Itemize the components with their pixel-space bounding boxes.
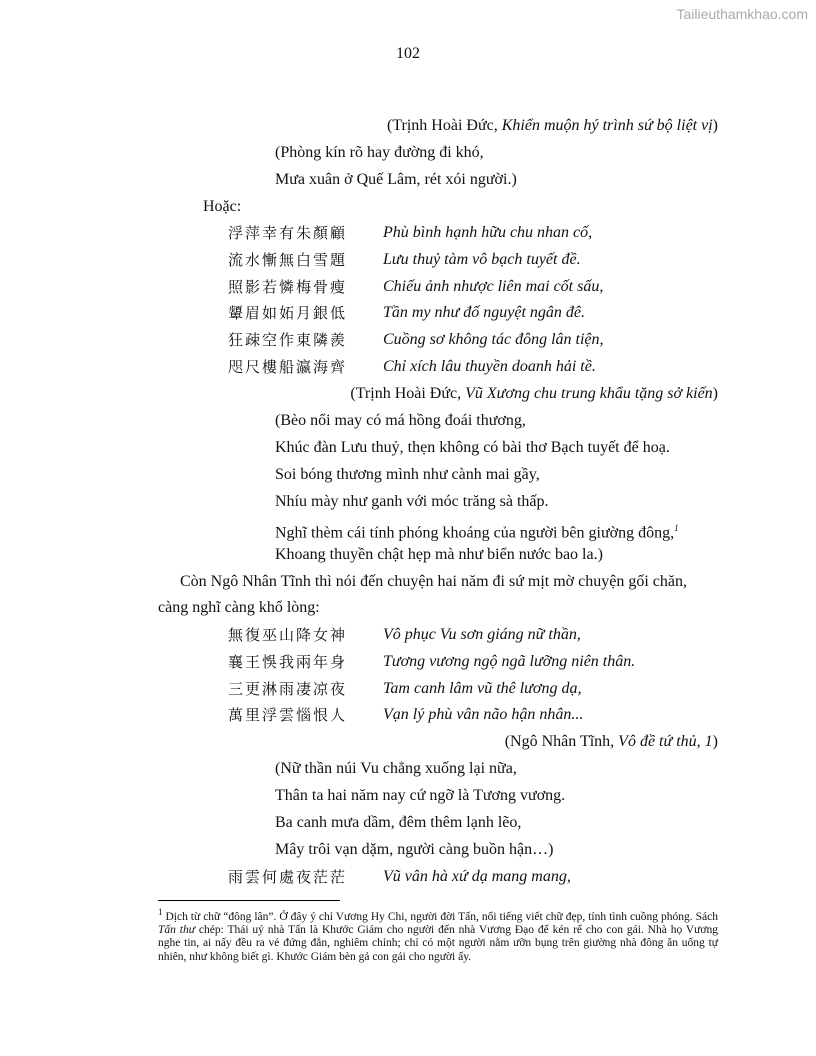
han-line: 狂疎空作東隣羨 xyxy=(228,331,348,350)
translation-line: (Phòng kín rõ hay đường đi khó, xyxy=(275,144,484,161)
han-line: 浮萍幸有朱顏顧 xyxy=(228,224,348,242)
attr-author: (Trịnh Hoài Đức, xyxy=(350,385,466,402)
watermark: Tailieuthamkhao.com xyxy=(676,6,808,22)
han-line: 三更淋雨凄凉夜 xyxy=(228,679,348,698)
translation-line: Khoang thuyền chật hẹp mà như biển nước bao la.) xyxy=(275,546,603,563)
han-line: 無復巫山降女神 xyxy=(228,626,348,644)
attribution-2 xyxy=(350,384,718,404)
translation-line: Mưa xuân ở Quế Lâm, rét xói người.) xyxy=(275,171,517,188)
page-number: 102 xyxy=(396,45,420,62)
translation-text: Nghĩ thèm cái tính phóng khoáng của người bên giường đông, xyxy=(275,524,675,542)
viet-line: Tương vương ngộ ngã lưỡng niên thân. xyxy=(383,652,636,670)
footnote xyxy=(158,906,718,964)
viet-line: Vô phục Vu sơn giáng nữ thần, xyxy=(383,626,581,643)
han-line: 咫尺樓船瀛海齊 xyxy=(228,358,348,376)
footnote-rule xyxy=(158,900,340,901)
attribution-3 xyxy=(505,732,718,752)
viet-line: Phù bình hạnh hữu chu nhan cố, xyxy=(383,224,593,241)
translation-line: (Bèo nổi may có má hồng đoái thương, xyxy=(275,412,526,429)
viet-line: Tần my như đố nguyệt ngân đê. xyxy=(383,304,586,322)
attr-title: Khiển muộn hý trình sứ bộ liệt vị xyxy=(501,117,713,134)
footnote-book-title: Tấn thư xyxy=(158,924,195,937)
attr-close: ) xyxy=(712,117,718,134)
attr-author: (Trịnh Hoài Đức, xyxy=(386,117,502,134)
viet-line: Vũ vân hà xứ dạ mang mang, xyxy=(383,868,571,885)
han-line: 萬里浮雲惱恨人 xyxy=(228,706,348,725)
footnote-number: 1 xyxy=(158,907,163,917)
translation-line: Thân ta hai năm nay cứ ngỡ là Tương vương. xyxy=(275,787,566,804)
paragraph-line: Còn Ngô Nhân Tĩnh thì nói đến chuyện hai năm đi sứ mịt mờ chuyện gối chăn, xyxy=(180,573,687,590)
viet-line: Vạn lý phù vân não hận nhân... xyxy=(383,706,584,724)
translation-line: Ba canh mưa dầm, đêm thêm lạnh lẽo, xyxy=(275,814,522,831)
translation-line: Soi bóng thương mình như cành mai gầy, xyxy=(275,466,540,483)
translation-line: Mây trôi vạn dặm, người càng buồn hận…) xyxy=(275,841,554,858)
viet-line: Lưu thuỷ tàm vô bạch tuyết đề. xyxy=(383,250,581,268)
han-line: 雨雲何處夜茫茫 xyxy=(228,868,348,886)
han-line: 流水慚無白雪題 xyxy=(228,250,348,269)
hoac-label: Hoặc: xyxy=(203,198,242,215)
paragraph-line: càng nghĩ càng khổ lòng: xyxy=(158,599,320,616)
attribution-1 xyxy=(387,116,718,136)
translation-line: (Nữ thần núi Vu chẳng xuống lại nữa, xyxy=(275,760,517,777)
translation-line xyxy=(275,518,679,543)
attr-author: (Ngô Nhân Tĩnh, xyxy=(504,733,619,750)
attr-title: Vũ Xương chu trung khẩu tặng sở kiến xyxy=(465,385,713,402)
viet-line: Cuồng sơ không tác đông lân tiện, xyxy=(383,331,604,349)
footnote-text: Dịch từ chữ “đông lân”. Ở đây ý chỉ Vương Hy Chi, người đời Tấn, nổi tiếng viết chữ đẹp, tính tình cuồng phóng. Sách xyxy=(162,910,718,923)
viet-line: Chiếu ảnh nhược liên mai cốt sấu, xyxy=(383,277,604,295)
han-line: 照影若憐梅骨瘦 xyxy=(228,277,348,296)
viet-line: Chỉ xích lâu thuyền doanh hải tề. xyxy=(383,358,596,375)
attr-close: ) xyxy=(712,385,718,402)
han-line: 襄王悞我兩年身 xyxy=(228,652,348,671)
footnote-ref[interactable]: 1 xyxy=(674,523,679,533)
attr-close: ) xyxy=(712,733,718,750)
attr-title: Vô đề tứ thủ, 1 xyxy=(618,733,713,750)
viet-line: Tam canh lâm vũ thê lương dạ, xyxy=(383,679,582,697)
han-line: 顰眉如妬月銀低 xyxy=(228,304,348,323)
translation-line: Khúc đàn Lưu thuỷ, thẹn không có bài thơ Bạch tuyết để hoạ. xyxy=(275,439,670,456)
translation-line: Nhíu mày như ganh với móc trăng sà thấp. xyxy=(275,493,549,510)
footnote-text: chép: Thái uý nhà Tấn là Khước Giám cho người đến nhà Vương Đạo để kén rể cho con gái. Nhà họ Vương nghe tin, ai nấy đều ra vẻ đứng đắn, nghiêm chỉnh; chỉ có một người nằm ưỡn bụng trên giường nhà đông ăn uống tự nhiên, như không biết gì. Khước Giám bèn gả con gái cho người ấy. xyxy=(158,924,718,963)
